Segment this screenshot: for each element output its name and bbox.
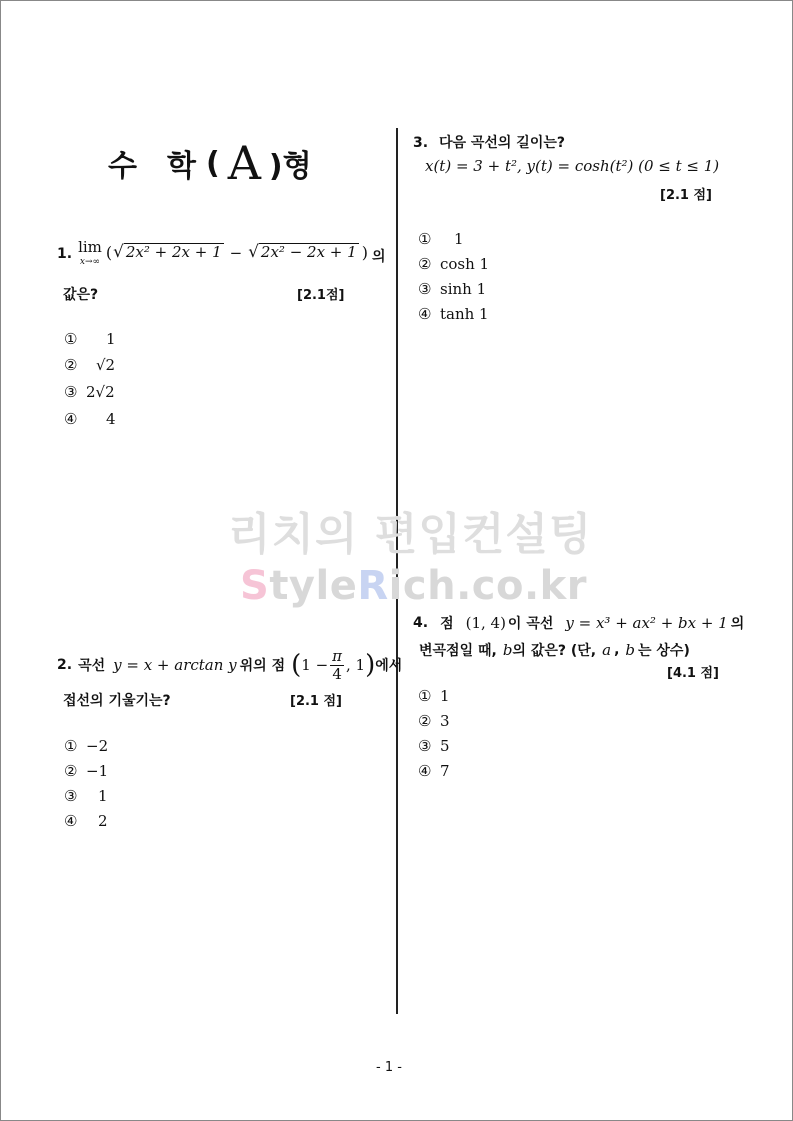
- question-4-number: 4.: [413, 615, 429, 631]
- question-1-line-2: 값은?: [63, 287, 99, 303]
- q1-choice-3[interactable]: ③ 2√2: [64, 383, 115, 401]
- watermark-korean: 리치의 편입컨설팅: [228, 509, 593, 560]
- question-1-number: 1.: [57, 246, 73, 262]
- q4-text-c: 의: [730, 616, 745, 632]
- q3-choice-1[interactable]: ① 1: [418, 230, 464, 248]
- exam-title: [108, 136, 312, 190]
- q1-open-paren: (: [105, 243, 113, 262]
- q4-choice-4[interactable]: ④ 7: [418, 762, 450, 780]
- q4-line2-a: 변곡점일 때,: [419, 643, 497, 659]
- q1-minus: −: [229, 244, 243, 262]
- question-2-line-1: 2. 곡선 y = x + arctan y 위의 점 ( 1 − $\frac{\pi}{4}$ , 1 ) 에서: [57, 647, 403, 683]
- q4-line2-c: 는 상수): [638, 643, 690, 659]
- title-open-paren: (: [205, 145, 220, 181]
- q2-point-prefix: 1 −: [301, 656, 329, 674]
- q1-choice-4[interactable]: ④ 4: [64, 410, 116, 428]
- q2-choice-4[interactable]: ④ 2: [64, 812, 108, 830]
- q4-var-a: a: [602, 641, 612, 659]
- question-1-score: [2.1점]: [297, 288, 345, 303]
- q3-choice-2[interactable]: ② cosh 1: [418, 255, 490, 273]
- title-word-1: 수: [108, 149, 137, 184]
- title-type-letter: A: [227, 136, 261, 190]
- q4-line2-b: 의 값은? (단,: [512, 643, 597, 659]
- question-4-line-2: [419, 640, 690, 660]
- question-1-line-1: [57, 240, 385, 267]
- question-2-line-2: 접선의 기울기는?: [63, 693, 171, 709]
- q1-radical-1: √ 2x² + 2x + 1: [113, 241, 222, 261]
- question-3-number: 3.: [413, 135, 429, 151]
- q3-equation: x(t) = 3 + t², y(t) = cosh(t²) (0 ≤ t ≤ 1): [425, 157, 720, 175]
- title-word-2: 학: [166, 149, 196, 184]
- limit-expression: lim x→∞: [78, 238, 102, 267]
- q2-choice-1[interactable]: ① −2: [64, 737, 109, 755]
- q4-point: (1, 4): [465, 614, 506, 632]
- q1-choice-1[interactable]: ① 1: [64, 330, 116, 348]
- page-number: - 1 -: [376, 1060, 402, 1075]
- q3-choice-3[interactable]: ③ sinh 1: [418, 280, 487, 298]
- q3-text: 다음 곡선의 길이는?: [438, 135, 565, 151]
- watermark-brand: StyleRich.co.kr: [240, 563, 587, 609]
- q1-close-paren: ): [361, 243, 368, 262]
- question-3-line-1: [413, 132, 565, 152]
- q4-comma: ,: [614, 642, 620, 658]
- q4-equation: y = x³ + ax² + bx + 1: [565, 614, 728, 632]
- q3-choice-4[interactable]: ④ tanh 1: [418, 305, 489, 323]
- q4-var-b2: b: [625, 641, 635, 659]
- q2-fraction: $\frac{\pi}{4}$: [332, 647, 343, 683]
- question-3-score: [2.1 점]: [660, 188, 712, 203]
- question-4-score: [4.1 점]: [667, 666, 719, 681]
- q2-point-suffix: , 1: [346, 656, 366, 674]
- q2-text-a: 곡선: [78, 658, 106, 674]
- q2-choice-3[interactable]: ③ 1: [64, 787, 108, 805]
- q4-choice-1[interactable]: ① 1: [418, 687, 450, 705]
- q2-text-c: 에서: [375, 658, 403, 674]
- q2-equation: y = x + arctan y: [113, 656, 237, 674]
- q4-text-b: 이 곡선: [507, 616, 554, 632]
- q1-tail: 의: [371, 249, 386, 265]
- q1-choice-2[interactable]: ② √2: [64, 356, 116, 374]
- question-4-line-1: [413, 613, 744, 633]
- q4-choice-2[interactable]: ② 3: [418, 712, 450, 730]
- q4-text-a: 점: [440, 616, 454, 632]
- question-2-score: [2.1 점]: [290, 694, 342, 709]
- question-2-number: 2.: [57, 657, 73, 673]
- q4-var-b: b: [502, 641, 513, 659]
- title-type-suffix: )형: [268, 149, 312, 184]
- q4-choice-3[interactable]: ③ 5: [418, 737, 450, 755]
- q2-choice-2[interactable]: ② −1: [64, 762, 109, 780]
- q1-radical-2: √ 2x² − 2x + 1: [248, 241, 357, 261]
- q2-text-b: 위의 점: [239, 658, 286, 674]
